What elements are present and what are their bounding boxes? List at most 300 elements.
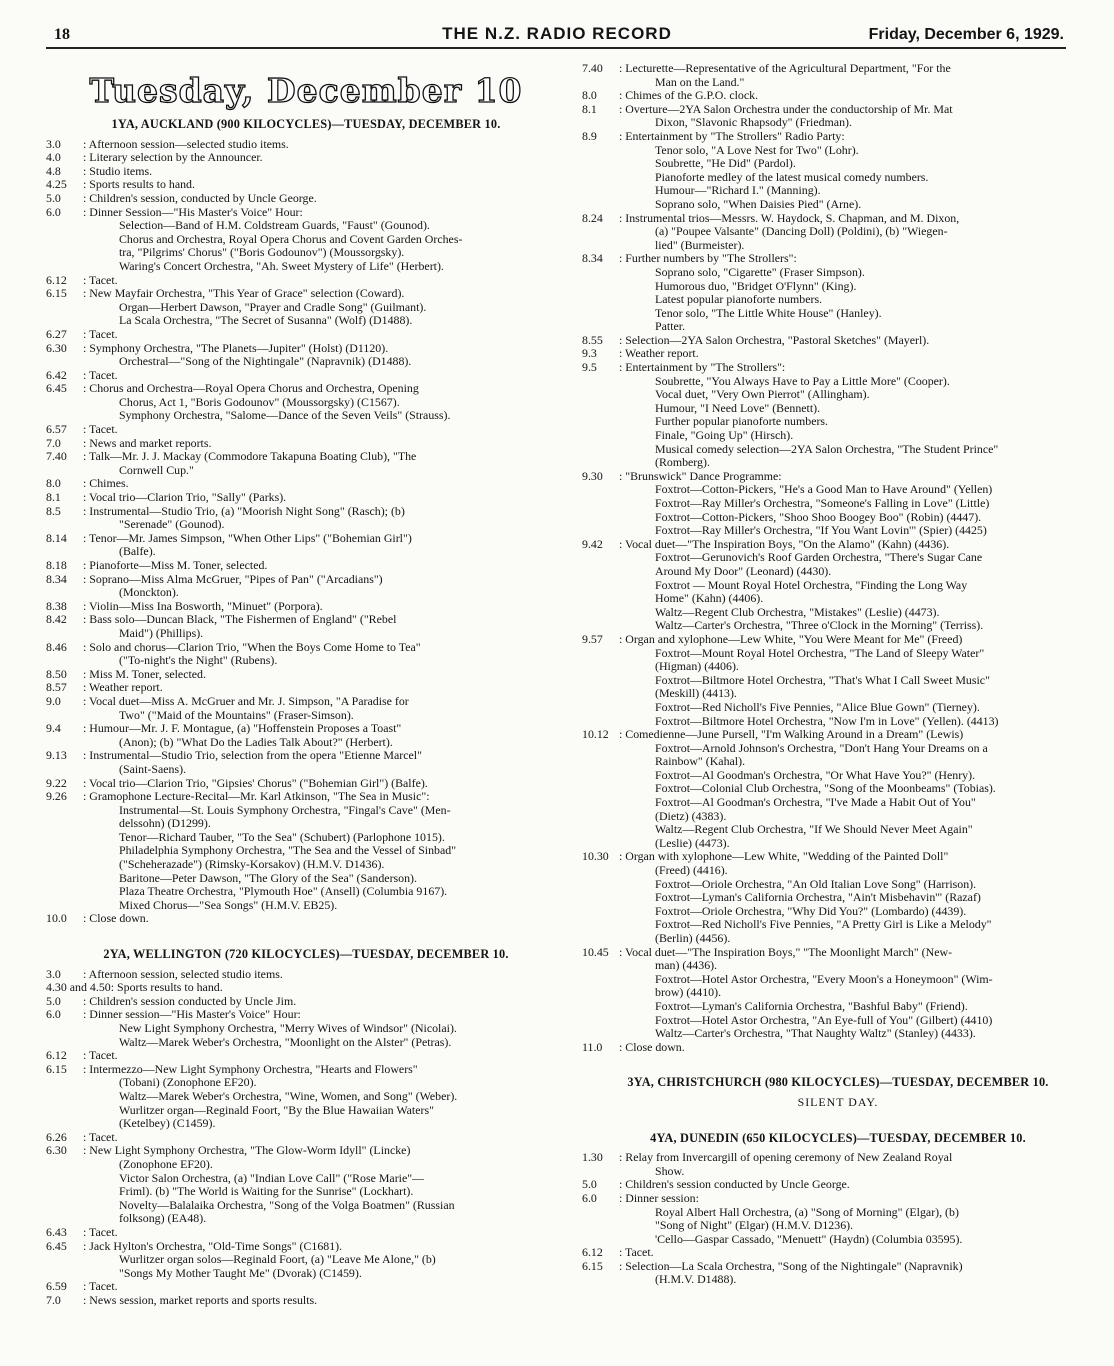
entry-line: Baritone—Peter Dawson, "The Glory of the Sea" (Sanderson). <box>119 870 417 885</box>
entry-time: 8.14 <box>46 530 67 545</box>
entry-line: 'Cello—Gaspar Cassado, "Menuett" (Haydn) (Columbia 03595). <box>655 1231 963 1246</box>
entry-description <box>619 538 1094 633</box>
station-heading-dunedin: 4YA, DUNEDIN (650 KILOCYCLES)—TUESDAY, DECEMBER 10. <box>650 1130 1026 1145</box>
entry-time: 9.5 <box>582 360 597 375</box>
entry-time: 1.30 <box>582 1150 603 1165</box>
entry-time: 6.0 <box>46 1007 61 1022</box>
entry-line: La Scala Orchestra, "The Secret of Susanna" (Wolf) (D1488). <box>119 313 413 328</box>
program-entry <box>582 728 1094 850</box>
entry-description <box>83 491 566 505</box>
entry-description <box>83 328 566 342</box>
entry-description <box>619 850 1094 945</box>
entry-line: : Sports results to hand. <box>83 177 195 192</box>
program-entry <box>46 777 566 791</box>
publication-title: THE N.Z. RADIO RECORD <box>442 24 672 43</box>
entry-time: 6.59 <box>46 1279 67 1294</box>
entry-line: : Tacet. <box>83 1129 118 1144</box>
program-entry <box>46 437 566 451</box>
program-entry <box>46 1063 566 1131</box>
program-entry <box>46 328 566 342</box>
entry-line: : Comedienne—June Pursell, "I'm Walking Around in a Dream" (Lewis) <box>619 727 964 742</box>
entry-description <box>83 1294 566 1308</box>
entry-description <box>83 968 566 982</box>
entry-line: : Weather report. <box>83 680 163 695</box>
program-entry <box>46 749 566 776</box>
entry-line: (a) "Poupee Valsante" (Dancing Doll) (Poldini), (b) "Wiegen- <box>655 224 948 239</box>
entry-line: Waltz—Marek Weber's Orchestra, "Moonlight on the Alster" (Petras). <box>119 1034 452 1049</box>
entry-line: Cornwell Cup." <box>119 462 194 477</box>
entry-time: 6.15 <box>582 1258 603 1273</box>
entry-description <box>619 1246 1094 1260</box>
entry-time: 11.0 <box>582 1039 603 1054</box>
entry-line: : Tacet. <box>619 1245 654 1260</box>
entry-time: 9.42 <box>582 536 603 551</box>
entry-time: 8.1 <box>46 490 61 505</box>
entry-line: : Tacet. <box>83 1224 118 1239</box>
entry-time: 10.30 <box>582 849 609 864</box>
entry-description <box>83 613 566 640</box>
entry-line: folksong) (EA48). <box>119 1211 207 1226</box>
entry-time: 6.30 <box>46 1143 67 1158</box>
entry-line: Orchestral—"Song of the Nightingale" (Napravnik) (D1488). <box>119 354 412 369</box>
entry-line: : News and market reports. <box>83 435 212 450</box>
entry-line: Foxtrot—Al Goodman's Orchestra, "I've Made a Habit Out of You" <box>655 795 976 810</box>
program-entry <box>582 89 1094 103</box>
entry-line: : Tacet. <box>83 422 118 437</box>
entry-description <box>83 532 566 559</box>
entry-line: : Children's session, conducted by Uncle George. <box>83 190 317 205</box>
entry-line: : Organ with xylophone—Lew White, "Wedding of the Painted Doll" <box>619 849 949 864</box>
program-entry <box>582 130 1094 212</box>
program-entry <box>582 347 1094 361</box>
program-entry <box>46 178 566 192</box>
entry-description <box>83 1063 566 1131</box>
entry-line: Latest popular pianoforte numbers. <box>655 292 823 307</box>
entry-line: : Sports results to hand. <box>110 980 223 995</box>
entry-description <box>83 342 566 369</box>
program-entry <box>46 1226 566 1240</box>
entry-time: 6.12 <box>46 272 67 287</box>
entry-time: 4.8 <box>46 163 61 178</box>
entry-line: Selection—Band of H.M. Coldstream Guards, "Faust" (Gounod). <box>119 218 430 233</box>
auckland-program <box>46 138 566 926</box>
entry-line: : New Light Symphony Orchestra, "The Glow-Worm Idyll" (Lincke) <box>83 1143 411 1158</box>
program-entry <box>582 633 1094 728</box>
entry-description <box>83 573 566 600</box>
station-heading-christchurch: 3YA, CHRISTCHURCH (980 KILOCYCLES)—TUESDAY, DECEMBER 10. <box>627 1075 1049 1090</box>
entry-line: : Tacet. <box>83 1048 118 1063</box>
entry-line: : Humour—Mr. J. F. Montague, (a) "Hoffenstein Proposes a Toast" <box>83 721 402 736</box>
entry-time: 4.30 and 4.50 <box>46 980 111 995</box>
entry-line: Instrumental—St. Louis Symphony Orchestra, "Fingal's Cave" (Men- <box>119 802 451 817</box>
entry-time: 6.45 <box>46 1238 67 1253</box>
entry-description <box>619 62 1094 89</box>
entry-time: 8.38 <box>46 598 67 613</box>
entry-line: Soubrette, "You Always Have to Pay a Little More" (Cooper). <box>655 373 950 388</box>
entry-time: 8.1 <box>582 101 597 116</box>
program-entry <box>46 423 566 437</box>
entry-line: (Zonophone EF20). <box>119 1156 213 1171</box>
program-entry <box>46 641 566 668</box>
entry-line: Foxtrot—Ray Miller's Orchestra, "Someone's Falling in Love" (Little) <box>655 496 990 510</box>
entry-description <box>83 790 566 912</box>
entry-line: Friml). (b) "The World is Waiting for the Sunrise" (Lockhart). <box>119 1184 414 1199</box>
entry-time: 6.26 <box>46 1129 67 1144</box>
entry-line: Foxtrot—Red Nicholl's Five Pennies, "Alice Blue Gown" (Tierney). <box>655 699 980 714</box>
entry-line: Tenor—Richard Tauber, "To the Sea" (Schubert) (Parlophone 1015). <box>119 829 445 844</box>
program-entry <box>46 450 566 477</box>
entry-line: Foxtrot—Biltmore Hotel Orchestra, "Now I'm in Love" (Yellen). (4413) <box>655 713 999 728</box>
entry-description <box>83 641 566 668</box>
entry-line: Philadelphia Symphony Orchestra, "The Sea and the Vessel of Sinbad" <box>119 843 457 858</box>
program-entry <box>46 382 566 423</box>
entry-line: (Monckton). <box>119 585 179 600</box>
entry-line: : Entertainment by "The Strollers": <box>619 360 786 375</box>
program-entry <box>46 559 566 573</box>
entry-line: (Meskill) (4413). <box>655 686 737 701</box>
entry-time: 5.0 <box>46 993 61 1008</box>
program-entry <box>46 790 566 912</box>
program-entry <box>46 206 566 274</box>
entry-line: tra, "Pilgrims' Chorus" ("Boris Godounov") (Moussorgsky). <box>119 245 405 260</box>
entry-line: Foxtrot—Colonial Club Orchestra, "Song of the Moonbeams" (Tobias). <box>655 781 996 796</box>
entry-description <box>619 1041 1094 1055</box>
entry-time: 8.57 <box>46 680 67 695</box>
entry-line: : Chimes of the G.P.O. clock. <box>619 88 759 103</box>
entry-line: Tenor solo, "A Love Nest for Two" (Lohr). <box>655 142 859 157</box>
entry-time: 3.0 <box>46 966 61 981</box>
program-entry <box>46 151 566 165</box>
program-entry <box>46 1240 566 1281</box>
entry-line: Victor Salon Orchestra, (a) "Indian Love Call" ("Rose Marie"— <box>119 1170 424 1185</box>
entry-line: Chorus, Act 1, "Boris Godounov" (Moussorgsky) (C1567). <box>119 394 400 409</box>
program-entry <box>46 369 566 383</box>
entry-line: : Children's session conducted by Uncle George. <box>619 1177 850 1192</box>
entry-line: : New Mayfair Orchestra, "This Year of Grace" selection (Coward). <box>83 286 405 301</box>
entry-description <box>83 1240 566 1281</box>
entry-line: Soprano solo, "When Daisies Pied" (Arne). <box>655 196 862 211</box>
entry-description <box>619 252 1094 334</box>
entry-time: 9.30 <box>582 468 603 483</box>
entry-description <box>83 192 566 206</box>
program-entry <box>582 1041 1094 1055</box>
entry-time: 10.0 <box>46 911 67 926</box>
entry-line: : Further numbers by "The Strollers": <box>619 251 797 266</box>
entry-description <box>83 165 566 179</box>
program-entry <box>46 981 566 995</box>
entry-line: : Vocal duet—"The Inspiration Boys, "On the Alamo" (Kahn) (4436). <box>619 536 950 551</box>
entry-line: Wurlitzer organ solos—Reginald Foort, (a) "Leave Me Alone," (b) <box>119 1252 436 1267</box>
entry-line: Further popular pianoforte numbers. <box>655 414 829 429</box>
entry-line: : Vocal trio—Clarion Trio, "Gipsies' Chorus" ("Bohemian Girl") (Balfe). <box>83 775 428 790</box>
program-entry <box>46 477 566 491</box>
program-entry <box>582 1178 1094 1192</box>
program-entry <box>582 946 1094 1041</box>
station-heading-auckland: 1YA, AUCKLAND (900 KILOCYCLES)—TUESDAY, DECEMBER 10. <box>111 117 501 131</box>
entry-line: : Vocal duet—Miss A. McGruer and Mr. J. Simpson, "A Paradise for <box>83 693 409 708</box>
entry-line: : Tacet. <box>83 272 118 287</box>
entry-description <box>83 369 566 383</box>
entry-description <box>83 1144 566 1226</box>
entry-description <box>619 1178 1094 1192</box>
entry-line: lied" (Burmeister). <box>655 237 745 252</box>
program-entry <box>46 1144 566 1226</box>
silent-day-note: SILENT DAY. <box>797 1094 879 1109</box>
entry-time: 9.0 <box>46 693 61 708</box>
program-entry <box>582 62 1094 89</box>
wellington-program-continued <box>582 62 1094 1054</box>
program-entry <box>46 1294 566 1308</box>
entry-line: : Dinner Session—"His Master's Voice" Hour: <box>83 204 303 219</box>
entry-line: (Higman) (4406). <box>655 659 739 674</box>
program-entry <box>46 342 566 369</box>
entry-time: 8.0 <box>582 88 597 103</box>
entry-line: Chorus and Orchestra, Royal Opera Chorus and Covent Garden Orches- <box>119 231 463 246</box>
entry-line: ("To-night's the Night" (Rubens). <box>119 653 278 668</box>
dunedin-program <box>582 1151 1094 1287</box>
entry-line: Waltz—Regent Club Orchestra, "If We Should Never Meet Again" <box>655 822 973 837</box>
entry-line: : Miss M. Toner, selected. <box>83 666 206 681</box>
entry-line: : Talk—Mr. J. J. Mackay (Commodore Takapuna Boating Club), "The <box>83 449 417 464</box>
entry-time: 4.0 <box>46 150 61 165</box>
entry-line: : Literary selection by the Announcer. <box>83 150 263 165</box>
entry-time: 8.18 <box>46 558 67 572</box>
entry-time: 5.0 <box>582 1177 597 1192</box>
entry-line: : Entertainment by "The Strollers" Radio Party: <box>619 128 845 143</box>
entry-line: Home" (Kahn) (4406). <box>655 591 764 606</box>
entry-line: (Saint-Saens). <box>119 761 187 776</box>
entry-description <box>83 505 566 532</box>
entry-line: Show. <box>655 1163 685 1178</box>
entry-time: 6.30 <box>46 340 67 355</box>
program-entry <box>582 361 1094 470</box>
entry-time: 6.0 <box>582 1190 597 1205</box>
entry-line: "Songs My Mother Taught Me" (Dvorak) (C1459). <box>119 1265 362 1280</box>
entry-line: Organ—Herbert Dawson, "Prayer and Cradle Song" (Guilmant). <box>119 299 427 314</box>
entry-line: : Solo and chorus—Clarion Trio, "When the Boys Come Home to Tea" <box>83 639 421 654</box>
entry-line: (Ketelbey) (C1459). <box>119 1116 216 1131</box>
entry-line: man) (4436). <box>655 958 718 973</box>
entry-description <box>83 178 566 192</box>
program-entry <box>582 1151 1094 1178</box>
entry-line: Waring's Concert Orchestra, "Ah. Sweet Mystery of Life" (Herbert). <box>119 258 444 273</box>
entry-line: : Overture—2YA Salon Orchestra under the conductorship of Mr. Mat <box>619 101 953 116</box>
entry-line: : Violin—Miss Ina Bosworth, "Minuet" (Porpora). <box>83 598 323 613</box>
entry-line: Foxtrot—Arnold Johnson's Orchestra, "Don't Hang Your Dreams on a <box>655 740 988 755</box>
entry-description <box>83 1226 566 1240</box>
entry-time: 9.22 <box>46 775 67 790</box>
program-entry <box>582 1192 1094 1246</box>
program-entry <box>46 1280 566 1294</box>
entry-line: Foxtrot—Al Goodman's Orchestra, "Or What Have You?" (Henry). <box>655 767 976 782</box>
entry-line: : Children's session conducted by Uncle Jim. <box>83 993 297 1008</box>
entry-line: Foxtrot—Gerunovich's Roof Garden Orchestra, "There's Sugar Cane <box>655 550 983 565</box>
entry-description <box>619 130 1094 212</box>
entry-description <box>83 668 566 682</box>
entry-line: (Romberg). <box>655 455 710 470</box>
entry-line: : Instrumental—Studio Trio, (a) "Moorish Night Song" (Rasch); (b) <box>83 503 405 518</box>
entry-line: Foxtrot—Lyman's California Orchestra, "Ain't Misbehavin'" (Razaf) <box>655 890 981 905</box>
entry-line: Foxtrot—Red Nicholl's Five Pennies, "A Pretty Girl is Like a Melody" <box>655 917 992 932</box>
entry-line: Dixon, "Slavonic Rhapsody" (Friedman). <box>655 115 852 130</box>
program-entry <box>46 668 566 682</box>
program-entry <box>46 600 566 614</box>
entry-line: Maid") (Phillips). <box>119 625 204 640</box>
program-entry <box>582 252 1094 334</box>
entry-time: 6.12 <box>46 1048 67 1063</box>
entry-time: 6.57 <box>46 422 67 437</box>
entry-description <box>83 722 566 749</box>
entry-line: Foxtrot—Biltmore Hotel Orchestra, "That's What I Call Sweet Music" <box>655 672 990 687</box>
entry-line: brow) (4410). <box>655 985 722 1000</box>
entry-line: (Leslie) (4473). <box>655 835 730 850</box>
entry-description <box>83 477 566 491</box>
page-header <box>0 0 1114 50</box>
entry-line: : News session, market reports and sports results. <box>83 1292 318 1307</box>
entry-line: : Jack Hylton's Orchestra, "Old-Time Songs" (C1681). <box>83 1238 343 1253</box>
program-entry <box>46 192 566 206</box>
entry-line: (H.M.V. D1488). <box>655 1272 737 1287</box>
program-entry <box>46 968 566 982</box>
entry-time: 10.12 <box>582 727 609 742</box>
entry-description <box>83 423 566 437</box>
entry-line: : Bass solo—Duncan Black, "The Fishermen of England" ("Rebel <box>83 612 397 627</box>
entry-line: : Vocal duet—"The Inspiration Boys," "The Moonlight March" (New- <box>619 944 953 959</box>
entry-line: : Soprano—Miss Alma McGruer, "Pipes of Pan" ("Arcadians") <box>83 571 383 586</box>
program-entry <box>582 334 1094 348</box>
entry-line: Around My Door" (Leonard) (4430). <box>655 563 832 578</box>
entry-line: : Intermezzo—New Light Symphony Orchestra, "Hearts and Flowers" <box>83 1061 418 1076</box>
page-number: 18 <box>54 26 70 43</box>
entry-line: Foxtrot—Cotton-Pickers, "Shoo Shoo Boogey Boo" (Robin) (4447). <box>655 509 982 524</box>
entry-line: : Tacet. <box>83 326 118 341</box>
entry-line: (Balfe). <box>119 544 156 559</box>
entry-time: 5.0 <box>46 190 61 205</box>
entry-description <box>619 212 1094 253</box>
entry-line: : Tenor—Mr. James Simpson, "When Other Lips" ("Bohemian Girl") <box>83 530 412 545</box>
entry-time: 10.45 <box>582 944 609 959</box>
entry-line: Soubrette, "He Did" (Pardol). <box>655 156 796 171</box>
entry-description <box>83 995 566 1009</box>
program-entry <box>46 573 566 600</box>
entry-line: Foxtrot—Oriole Orchestra, "An Old Italian Love Song" (Harrison). <box>655 876 977 891</box>
entry-line: : Dinner session: <box>619 1190 699 1205</box>
program-entry <box>46 995 566 1009</box>
entry-time: 8.34 <box>582 251 603 266</box>
entry-line: Musical comedy selection—2YA Salon Orchestra, "The Student Prince" <box>655 441 999 456</box>
entry-line: Foxtrot—Hotel Astor Orchestra, "An Eye-full of You" (Gilbert) (4410) <box>655 1012 993 1027</box>
entry-line: Pianoforte medley of the latest musical comedy numbers. <box>655 169 929 184</box>
entry-line: : Afternoon session, selected studio items. <box>83 966 283 981</box>
program-entry <box>46 1049 566 1063</box>
entry-description <box>619 1192 1094 1246</box>
entry-line: Tenor solo, "The Little White House" (Hanley). <box>655 305 882 320</box>
entry-time: 6.43 <box>46 1224 67 1239</box>
entry-line: Foxtrot — Mount Royal Hotel Orchestra, "Finding the Long Way <box>655 577 968 592</box>
entry-line: : Lecturette—Representative of the Agricultural Department, "For the <box>619 61 951 75</box>
entry-line: Foxtrot—Oriole Orchestra, "Why Did You?" (Lombardo) (4439). <box>655 903 967 918</box>
entry-line: : Relay from Invercargill of opening ceremony of New Zealand Royal <box>619 1150 953 1165</box>
entry-line: : Close down. <box>619 1039 685 1054</box>
entry-time: 6.15 <box>46 1061 67 1076</box>
entry-line: : Chimes. <box>83 476 129 491</box>
program-entry <box>582 470 1094 538</box>
entry-time: 6.27 <box>46 326 67 341</box>
entry-description <box>83 600 566 614</box>
entry-line: : Organ and xylophone—Lew White, "You Were Meant for Me" (Freed) <box>619 631 963 646</box>
entry-description <box>83 777 566 791</box>
entry-time: 8.5 <box>46 503 61 518</box>
entry-line: : Tacet. <box>83 367 118 382</box>
program-entry <box>46 722 566 749</box>
entry-line: Mixed Chorus—"Sea Songs" (H.M.V. EB25). <box>119 897 338 912</box>
program-entry <box>46 681 566 695</box>
program-entry <box>582 212 1094 253</box>
day-title: Tuesday, December 10 <box>89 71 523 110</box>
entry-time: 6.45 <box>46 381 67 396</box>
program-entry <box>46 912 566 926</box>
program-entry <box>46 138 566 152</box>
entry-time: 8.46 <box>46 639 67 654</box>
program-entry <box>582 538 1094 633</box>
entry-description <box>619 1260 1094 1287</box>
entry-description <box>83 559 566 573</box>
entry-description <box>83 1049 566 1063</box>
entry-time: 7.0 <box>46 1292 61 1307</box>
entry-description <box>83 749 566 776</box>
entry-line: Humour, "I Need Love" (Bennett). <box>655 400 821 415</box>
entry-line: Waltz—Regent Club Orchestra, "Mistakes" (Leslie) (4473). <box>655 604 940 619</box>
wellington-program <box>46 968 566 1308</box>
entry-line: : Instrumental trios—Messrs. W. Haydock, S. Chapman, and M. Dixon, <box>619 210 960 225</box>
entry-description <box>619 334 1094 348</box>
entry-description <box>83 287 566 328</box>
program-entry <box>582 1246 1094 1260</box>
entry-description <box>619 470 1094 538</box>
entry-description <box>83 437 566 451</box>
program-entry <box>46 695 566 722</box>
entry-description <box>619 728 1094 850</box>
entry-time: 8.34 <box>46 571 67 586</box>
entry-line: (Anon); (b) "What Do the Ladies Talk About?" (Herbert). <box>119 734 393 749</box>
entry-line: Wurlitzer organ—Reginald Foort, "By the Blue Hawaiian Waters" <box>119 1102 434 1117</box>
entry-time: 9.4 <box>46 721 61 736</box>
program-entry <box>46 274 566 288</box>
entry-description <box>619 633 1094 728</box>
entry-line: "Serenade" (Gounod). <box>119 517 225 532</box>
program-entry <box>582 850 1094 945</box>
entry-line: Patter. <box>655 319 686 334</box>
program-entry <box>46 1008 566 1049</box>
entry-line: : Instrumental—Studio Trio, selection from the opera "Etienne Marcel" <box>83 748 422 763</box>
entry-time: 9.3 <box>582 346 597 361</box>
entry-description <box>619 347 1094 361</box>
entry-line: (Berlin) (4456). <box>655 931 731 945</box>
program-entry <box>46 1131 566 1145</box>
entry-line: : Weather report. <box>619 346 699 361</box>
right-column <box>582 62 1094 1287</box>
entry-line: Humour—"Richard I." (Manning). <box>655 183 821 198</box>
entry-line: : Dinner session—"His Master's Voice" Hour: <box>83 1007 301 1022</box>
entry-line: : Afternoon session—selected studio items. <box>83 136 289 151</box>
entry-line: : "Brunswick" Dance Programme: <box>619 468 782 483</box>
entry-line: Humorous duo, "Bridget O'Flynn" (King). <box>655 278 857 293</box>
entry-line: Soprano solo, "Cigarette" (Fraser Simpson). <box>655 264 865 279</box>
entry-time: 7.40 <box>46 449 67 464</box>
entry-line: : Selection—La Scala Orchestra, "Song of the Nightingale" (Napravnik) <box>619 1258 963 1273</box>
entry-time: 3.0 <box>46 136 61 151</box>
entry-line: (Dietz) (4383). <box>655 808 727 823</box>
